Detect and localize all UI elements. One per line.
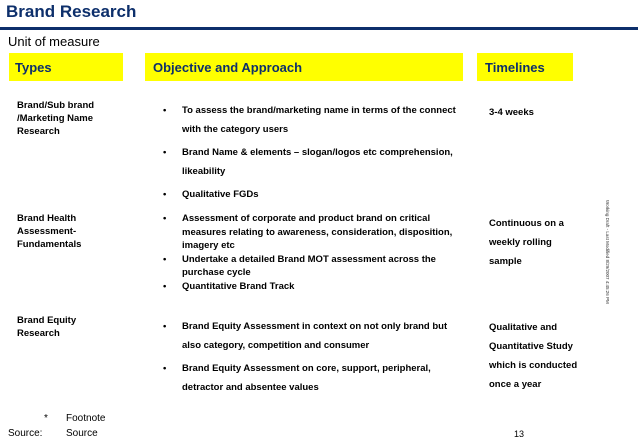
page-title: Brand Research: [6, 2, 137, 21]
row-2-timeline: Continuous on a weekly rolling sample: [489, 218, 564, 267]
row-1-bullets: [163, 101, 463, 208]
title-divider: [0, 27, 638, 30]
header-timelines: Timelines: [477, 53, 573, 81]
row-2-bullets: [163, 212, 463, 293]
row-2-type: Brand Health Assessment-Fundamentals: [17, 213, 82, 250]
row-1-timeline: 3-4 weeks: [489, 107, 534, 118]
source-text: Source: [66, 428, 98, 439]
header-objective: Objective and Approach: [145, 53, 463, 81]
row-1-bullet-3: • Qualitative FGDs: [163, 185, 463, 204]
row-2-bullet-2: • Undertake a detailed Brand MOT assessment across the purchase cycle: [163, 253, 463, 280]
row-3-bullet-2: • Brand Equity Assessment on core, support, peripheral, detractor and absentee values: [163, 359, 463, 397]
page-subtitle: Unit of measure: [8, 34, 100, 49]
row-2-bullet-1: • Assessment of corporate and product brand on critical measures relating to awareness, consideration, disposition, imagery etc: [163, 212, 463, 253]
footnote-marker: *: [44, 413, 48, 424]
footnote-text: Footnote: [66, 413, 106, 424]
working-draft-note: Working Draft - Last Modified 8/29/2007 4:45:26 PM: [605, 200, 610, 304]
source-label: Source:: [8, 428, 43, 439]
row-2-bullet-3: • Quantitative Brand Track: [163, 280, 463, 294]
row-1-bullet-2: • Brand Name & elements – slogan/logos etc comprehension, likeability: [163, 143, 463, 181]
row-1-bullet-1: • To assess the brand/marketing name in terms of the connect with the category users: [163, 101, 463, 139]
row-3-type: Brand Equity Research: [17, 315, 77, 339]
row-3-bullet-1: • Brand Equity Assessment in context on not only brand but also category, competition and consumer: [163, 317, 463, 355]
row-3-bullets: [163, 317, 463, 401]
header-types: Types: [9, 53, 123, 81]
row-3-timeline: Qualitative and Quantitative Study which is conducted once a year: [489, 322, 578, 390]
page-number: 13: [513, 429, 524, 439]
row-1-type: Brand/Sub brand /Marketing Name Research: [17, 100, 95, 137]
